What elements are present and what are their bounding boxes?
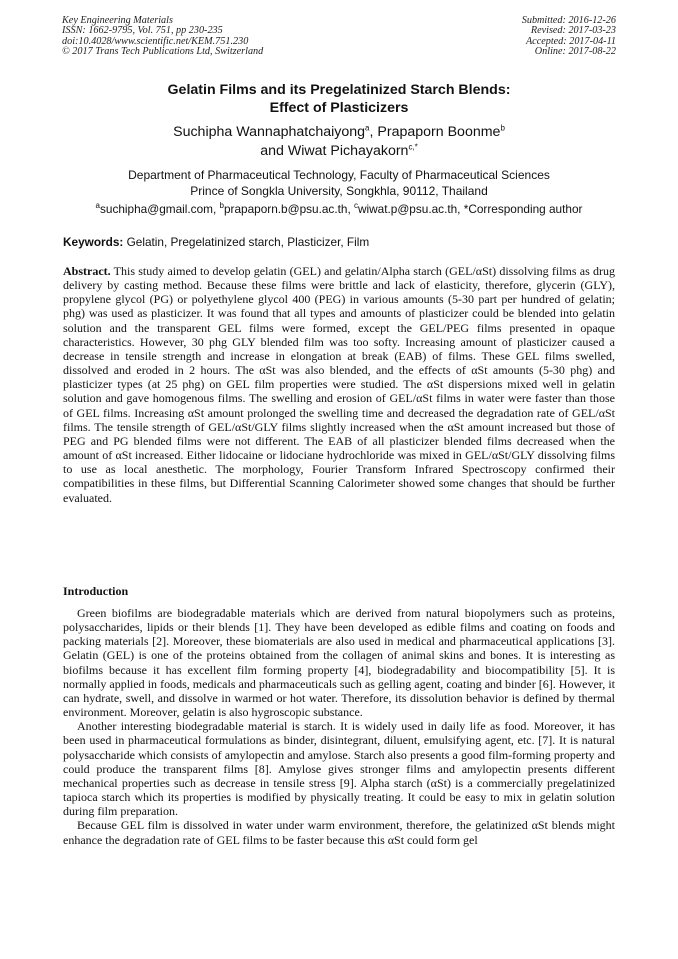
title-line-1: Gelatin Films and its Pregelatinized Starch Blends: (167, 82, 511, 98)
author-1: Suchipha Wannaphatchaiyong (173, 124, 366, 140)
author-emails (40, 202, 638, 216)
intro-paragraph-1: Green biofilms are biodegradable materials which are derived from natural biopolymers such as proteins, polysaccharides, lipids or their blends [1]. They have been developed as edible films and coating on foods and packing materials [2]. Moreover, these biomaterials are also used in medical and pharmaceutical applications [3]. Gelatin (GEL) is one of the proteins obtained from the collagen of animal skins and bones. It is interesting as biofilms because it has excellent film forming property [4], biodegradability and biocompatibility [5]. It is normally applied in foods, medicals and pharmaceuticals such as gelling agent, coating and binder [6]. However, it can hydrate, swell, and dissolve in warmed or hot water. Therefore, its dissolution behavior is defined by thermal environment. Moreover, gelatin is also hygroscopic substance. (63, 606, 615, 720)
email-b: prapaporn.b@psu.ac.th, (223, 202, 354, 216)
author-joiner: and (260, 143, 288, 159)
author-separator: , (369, 124, 378, 140)
journal-name: Key Engineering Materials (62, 15, 173, 26)
email-a-marker: a (95, 201, 100, 211)
introduction-body (63, 606, 615, 847)
author-2-affil: b (500, 123, 505, 133)
intro-paragraph-3: Because GEL film is dissolved in water under warm environment, therefore, the gelatinized αSt blends might enhance the degradation rate of GEL films to be faster because this αSt could form gel (63, 818, 615, 847)
authors-line-2 (40, 142, 638, 161)
paper-title (40, 81, 638, 117)
email-c: wiwat.p@psu.ac.th, *Corresponding author (358, 202, 583, 216)
affiliation (40, 167, 638, 199)
affiliation-line-1: Department of Pharmaceutical Technology, Faculty of Pharmaceutical Sciences (128, 168, 550, 182)
author-1-affil: a (365, 123, 370, 133)
keywords-label: Keywords: (63, 235, 124, 249)
introduction-heading: Introduction (63, 584, 129, 598)
abstract-label: Abstract. (63, 264, 111, 278)
intro-paragraph-2: Another interesting biodegradable material is starch. It is widely used in daily life as food. Moreover, it has been used in pharmaceutical formulations as binder, disintegrant, diluent, emulsifying agent, etc. [7]. It is natural polysaccharide which consists of amylopectin and amylose. Starch also presents a good film-forming property and could produce the transparent films [8]. Amylose gives stronger films and amylopectin presents different mechanical properties such as decrease in tensile stress [9]. Alpha starch (αSt) is a commercially pregelatinized tapioca starch which its properties is modified by physically treating. It could be easy to mix in gelatin solution during film preparation. (63, 719, 615, 819)
keywords-text: Gelatin, Pregelatinized starch, Plasticizer, Film (123, 235, 370, 249)
author-3: Wiwat Pichayakorn (287, 143, 409, 159)
journal-issn: ISSN: 1662-9795, Vol. 751, pp 230-235 (62, 25, 223, 37)
date-online: Online: 2017-08-22 (534, 46, 616, 58)
email-c-marker: c (354, 201, 358, 211)
abstract (63, 264, 615, 505)
title-line-2: Effect of Plasticizers (269, 100, 409, 116)
author-3-affil: c,* (408, 142, 418, 152)
journal-copyright: © 2017 Trans Tech Publications Ltd, Switzerland (62, 46, 264, 58)
author-2: Prapaporn Boonme (377, 124, 501, 140)
journal-info (62, 16, 263, 58)
journal-doi: doi:10.4028/www.scientific.net/KEM.751.230 (62, 35, 249, 47)
date-accepted: Accepted: 2017-04-11 (525, 35, 616, 47)
date-revised: Revised: 2017-03-23 (530, 25, 616, 37)
abstract-text: This study aimed to develop gelatin (GEL) and gelatin/Alpha starch (GEL/αSt) dissolving films as drug delivery by casting method. Because these films were brittle and lack of elasticity, therefore, glycerin (GLY), propylene glycol (PG) or polyethylene glycol 400 (PEG) in various amounts (5-30 part per hundred of gelatin; phg) was used as plasticizer. It was found that all types and amounts of plasticizer could be blended into gelatin solution and the transparent GEL films were formed, except the GEL/PEG films presented in opaque characteristics. However, 30 phg GLY blended film was too softy. Increasing amount of plasticizer caused a decrease in tensile strength and increase in elongation at break (EAB) of films. These GEL films swelled, dissolved and eroded in 2 hours. The αSt was also blended, and the effects of αSt amounts (5-30 phg) and plasticizer types (at 25 phg) on GEL film properties were studied. The αSt dispersions mixed well in gelatin solution and gave homogenous films. The swelling and erosion of GEL/αSt films in water were faster than those of GEL films. Increasing αSt amount prolonged the swelling time and decreased the degradation rate of GEL/αSt films. The tensile strength of GEL/αSt/GLY films slightly increased when the αSt amount increased but those of PEG and PG blended films were not different. The EAB of all plasticizer blended films decreased when the amount of αSt increased. Either lidocaine or lidociane hydrochloride was mixed in GEL/αSt/GLY dissolving films to use as local anesthetic. The morphology, Fourier Transform Infrared Spectroscopy confirmed their compatibilities in these films, but Differential Scanning Calorimeter showed some changes that should be further evaluated. (63, 264, 615, 505)
date-submitted: Submitted: 2016-12-26 (521, 15, 616, 26)
author-list (40, 123, 638, 161)
keywords (63, 235, 615, 249)
submission-dates (522, 16, 616, 58)
authors-line-1 (40, 123, 638, 142)
affiliation-line-2: Prince of Songkla University, Songkhla, 90112, Thailand (190, 184, 488, 198)
email-b-marker: b (219, 201, 224, 211)
email-a: suchipha@gmail.com, (100, 202, 220, 216)
